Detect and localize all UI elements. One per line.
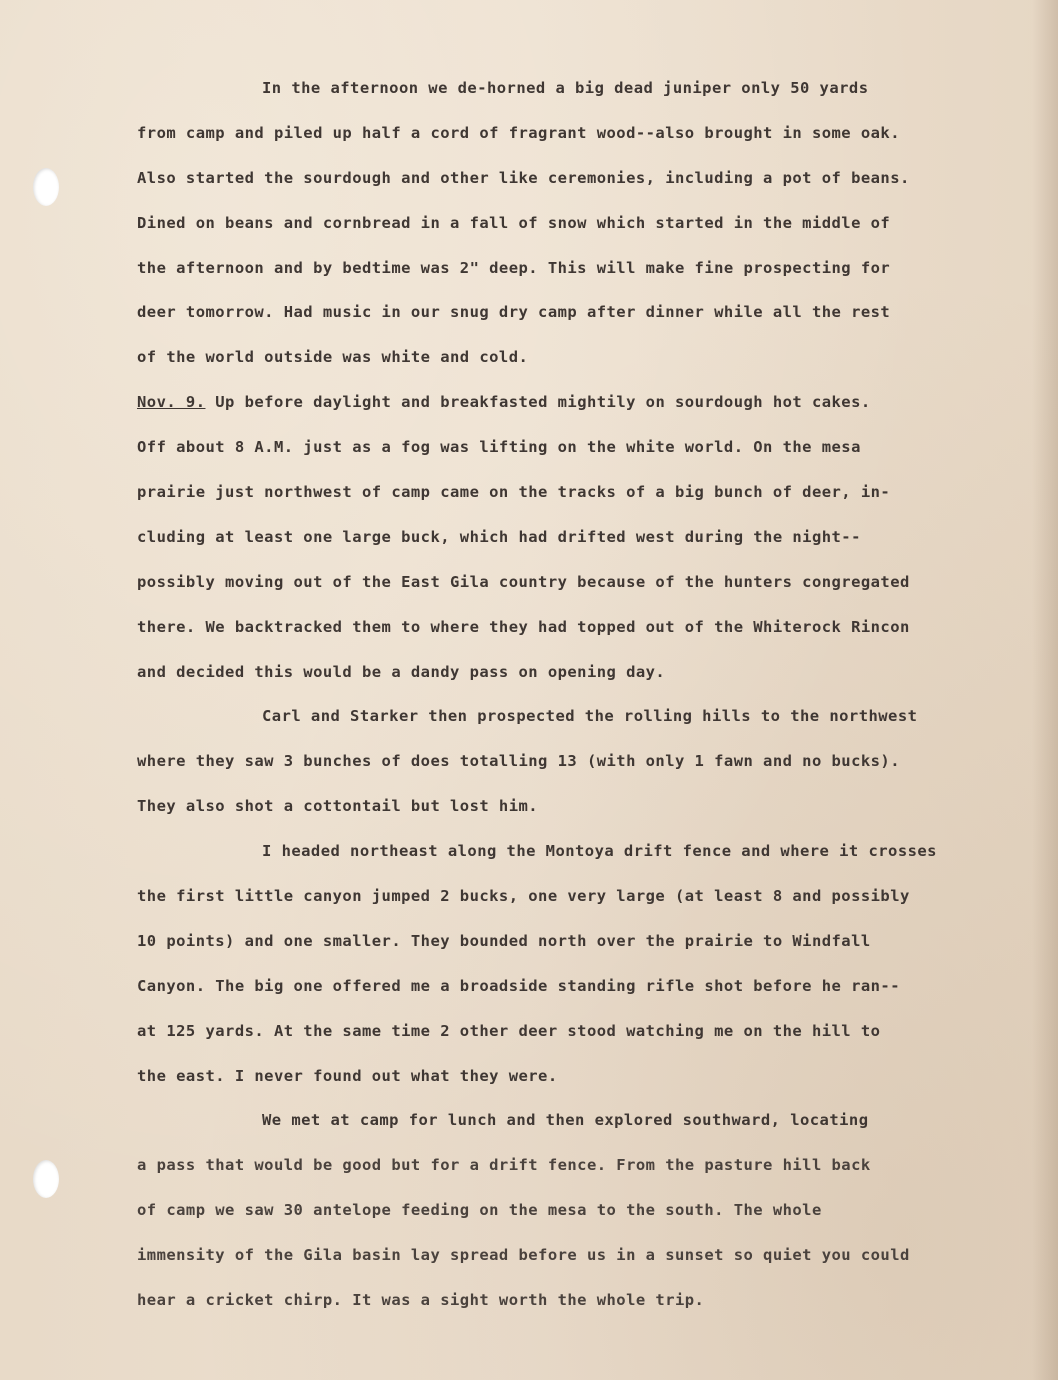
punch-hole-top (33, 168, 59, 206)
text-line: We met at camp for lunch and then explored southward, locating (262, 1111, 869, 1130)
text-line: immensity of the Gila basin lay spread before us in a sunset so quiet you could (137, 1246, 910, 1265)
text-line: the afternoon and by bedtime was 2" deep. This will make fine prospecting for (137, 258, 891, 277)
text-line: of camp we saw 30 antelope feeding on the mesa to the south. The whole (137, 1201, 822, 1220)
document-body (137, 66, 1032, 1323)
text-line: the east. I never found out what they were. (137, 1066, 558, 1085)
text-line: from camp and piled up half a cord of fragrant wood--also brought in some oak. (137, 123, 900, 142)
text-line: there. We backtracked them to where they had topped out of the Whiterock Rincon (137, 617, 910, 636)
punch-hole-bottom (33, 1160, 59, 1198)
text-line: They also shot a cottontail but lost him. (137, 797, 539, 816)
text-line: at 125 yards. At the same time 2 other deer stood watching me on the hill to (137, 1021, 881, 1040)
text-line-remainder: Up before daylight and breakfasted mightily on sourdough hot cakes. (205, 393, 871, 412)
text-line: cluding at least one large buck, which had drifted west during the night-- (137, 527, 861, 546)
text-line: the first little canyon jumped 2 bucks, one very large (at least 8 and possibly (137, 887, 910, 906)
text-line: I headed northeast along the Montoya drift fence and where it crosses (262, 842, 937, 861)
text-line: In the afternoon we de-horned a big dead juniper only 50 yards (262, 79, 869, 97)
text-line: Off about 8 A.M. just as a fog was lifting on the white world. On the mesa (137, 438, 861, 457)
text-line: Dined on beans and cornbread in a fall of snow which started in the middle of (137, 213, 891, 232)
text-line: 10 points) and one smaller. They bounded north over the prairie to Windfall (137, 931, 871, 950)
text-line-dated (137, 380, 1032, 425)
text-line: possibly moving out of the East Gila country because of the hunters congregated (137, 572, 910, 591)
text-line: Also started the sourdough and other like ceremonies, including a pot of beans. (137, 168, 910, 187)
text-line: Canyon. The big one offered me a broadside standing rifle shot before he ran-- (137, 976, 900, 995)
text-line: and decided this would be a dandy pass on opening day. (137, 662, 666, 681)
text-line: hear a cricket chirp. It was a sight worth the whole trip. (137, 1291, 705, 1310)
text-line: a pass that would be good but for a drift fence. From the pasture hill back (137, 1156, 871, 1175)
text-line: prairie just northwest of camp came on the tracks of a big bunch of deer, in- (137, 483, 891, 502)
page-edge-shadow (1032, 0, 1058, 1380)
text-line: Carl and Starker then prospected the rolling hills to the northwest (262, 707, 918, 726)
text-line: of the world outside was white and cold. (137, 348, 529, 367)
text-line: deer tomorrow. Had music in our snug dry camp after dinner while all the rest (137, 303, 891, 322)
date-label: Nov. 9. (137, 393, 206, 412)
text-line: where they saw 3 bunches of does totalling 13 (with only 1 fawn and no bucks). (137, 752, 900, 771)
